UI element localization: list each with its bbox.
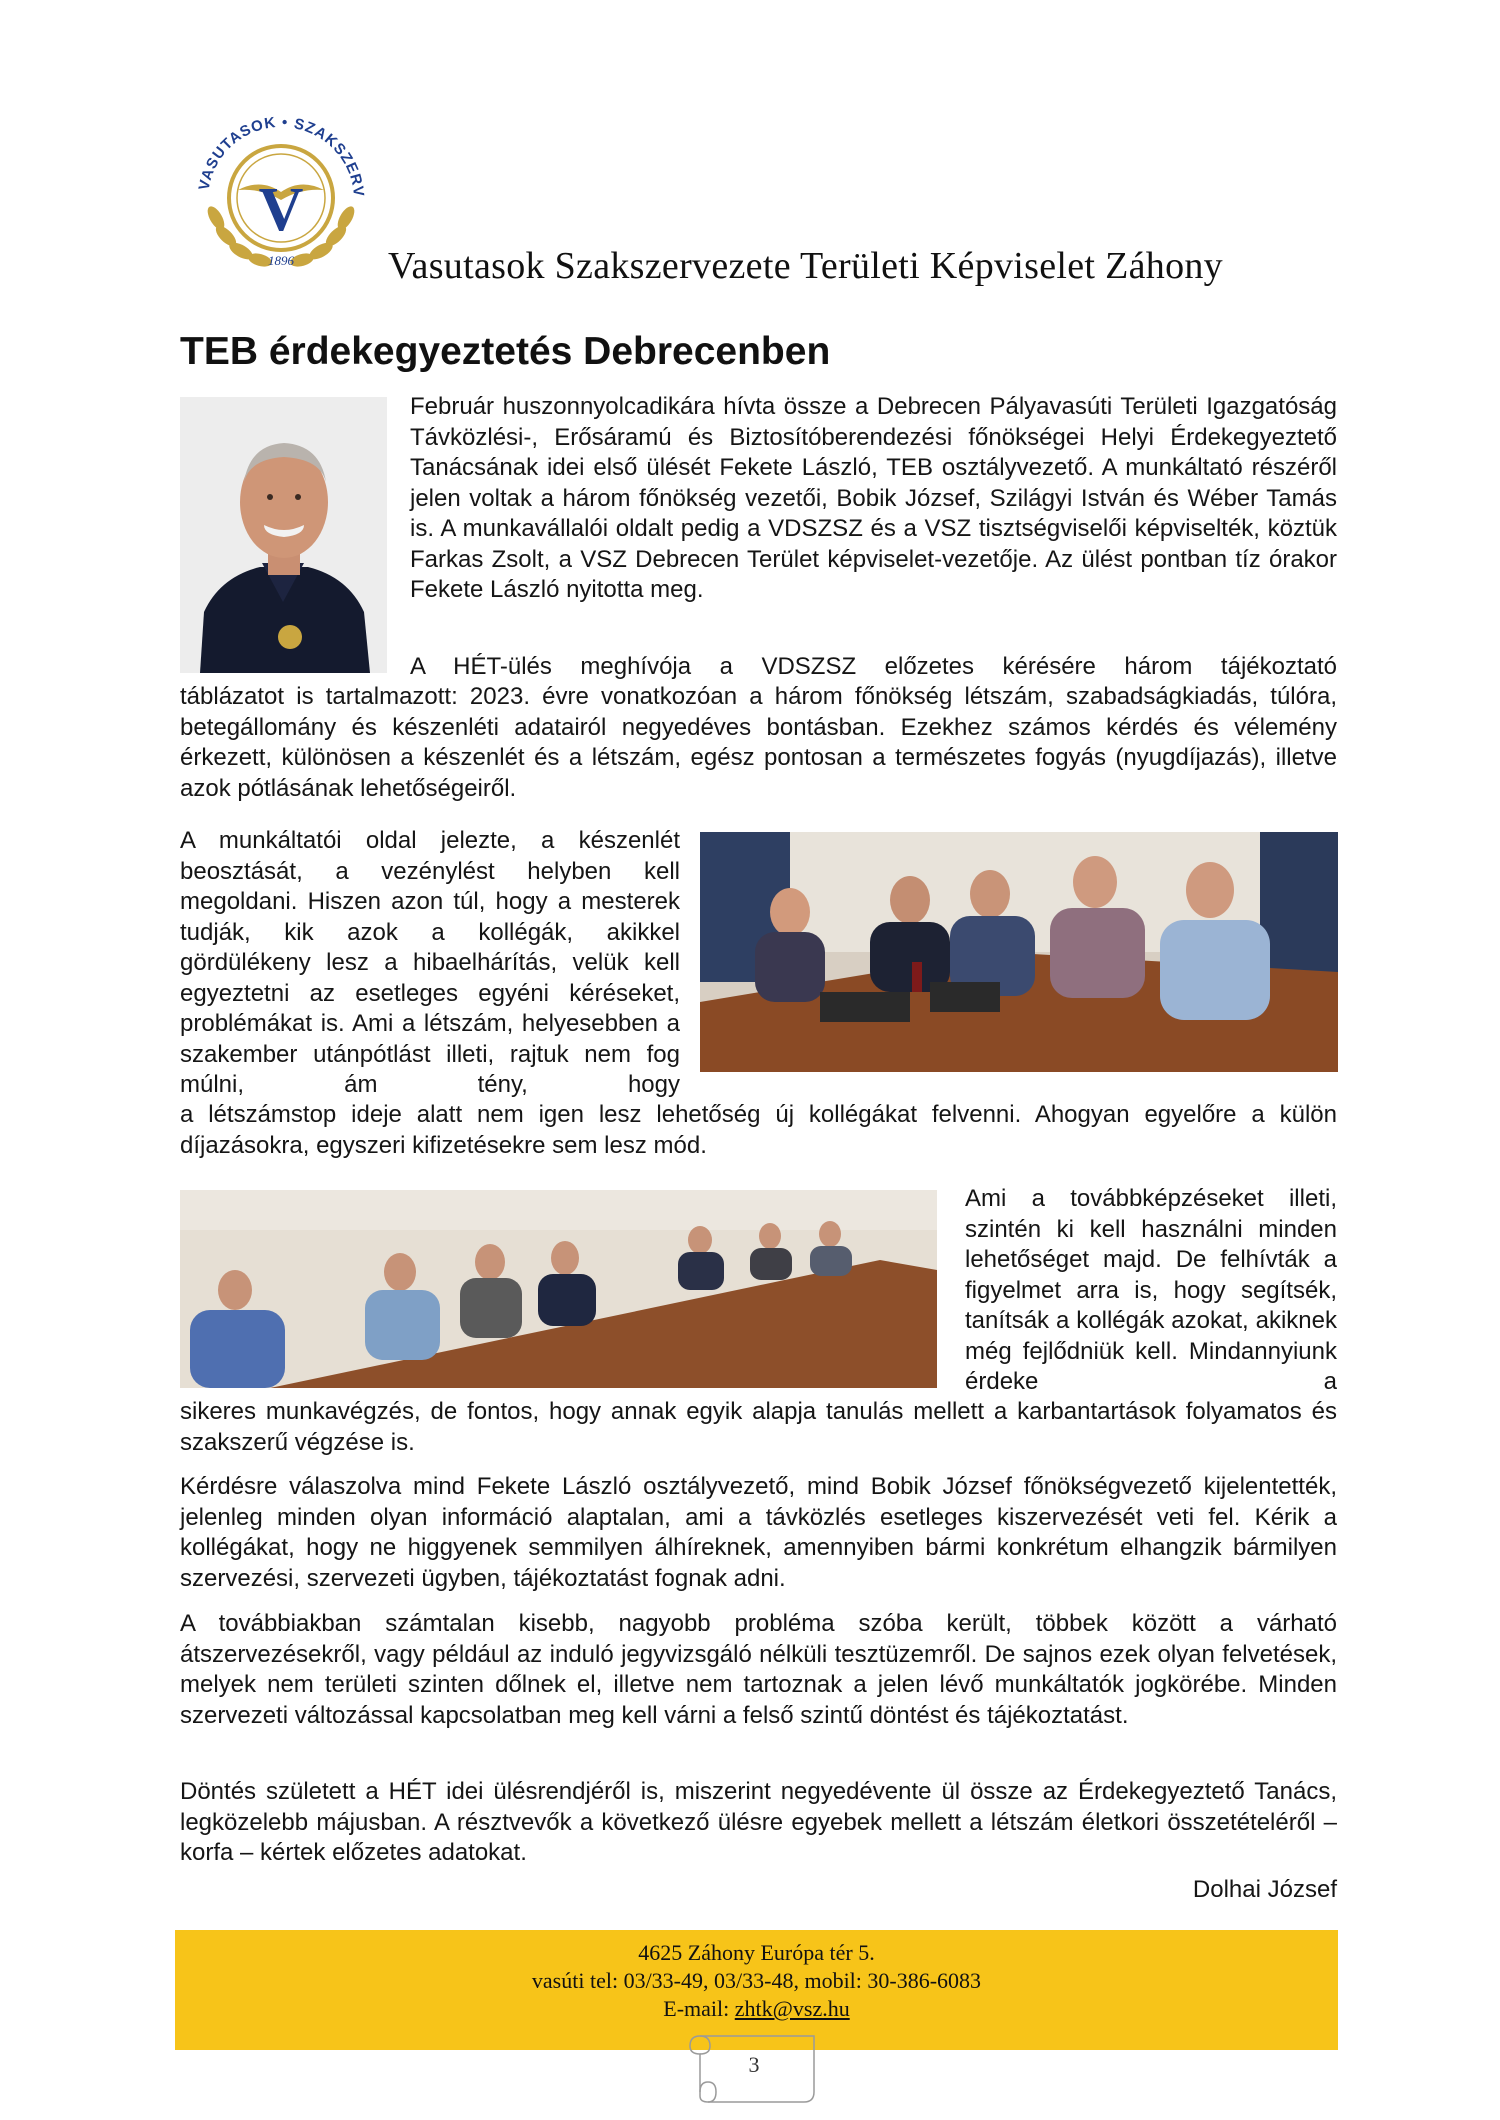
footer-phones: vasúti tel: 03/33-49, 03/33-48, mobil: 30-386-6083 bbox=[531, 1968, 982, 1993]
paragraph-1: Február huszonnyolcadikára hívta össze a Debrecen Pályavasúti Területi Igazgatóság Távközlési-, Erősáramú és Biztosítóberendezési főnökségei Helyi Érdekegyeztető Tanácsának idei első ülését Fekete László, TEB osztályvezető. A munkáltató részéről jelen voltak a három főnökség vezetői, Bobik József, Szilágyi István és Wéber Tamás is. A munkavállalói oldalt pedig a VDSZSZ és a VSZ tisztségviselői képviselték, köztük Farkas Zsolt, a VSZ Debrecen Terület képviselet-vezetője. Az ülést pontban tíz órakor Fekete László nyitotta meg. bbox=[410, 393, 1337, 603]
svg-text:1896: 1896 bbox=[268, 253, 294, 268]
meeting-photo-2 bbox=[180, 1190, 937, 1388]
paragraph-3-continued: a létszámstop ideje alatt nem igen lesz lehetőség új kollégákat felvenni. Ahogyan egyelőre a külön díjazásokra, egyszeri kifizetésekre sem lesz mód. bbox=[180, 1101, 1337, 1159]
page-number: 3 bbox=[748, 2052, 760, 2077]
paragraph-2: táblázatot is tartalmazott: 2023. évre vonatkozóan a három főnökség létszám, szabadságkiadás, túlóra, betegállomány és készenléti adatairól negyedéves bontásban. Ezekhez számos kérdés és vélemény érkezett, különösen a készenlét és a létszám, egész pontosan a természetes fogyás (nyugdíjazás), illetve azok pótlásának lehetőségeiről. bbox=[180, 683, 1337, 802]
paragraph-3: A munkáltatói oldal jelezte, a készenlét beosztását, a vezénylést helyben kell megoldani. Hiszen azon túl, hogy a mesterek tudják, kik azok a kollégák, akikkel gördülékeny lesz a hibaelhárítás, velük kell egyeztetni az esetleges egyéni kéréseket, problémákat is. Ami a létszám, helyesebben a szakember utánpótlást illeti, rajtuk nem fog múlni, ám tény, hogy bbox=[180, 827, 680, 1098]
paragraph-6: A továbbiakban számtalan kisebb, nagyobb probléma szóba került, többek között a várható átszervezésekről, vagy például az induló jegyvizsgáló nélküli tesztüzemről. De sajnos ezek olyan felvetések, melyek nem területi szinten dőlnek el, illetve nem tartoznak a jelen lévő munkáltatók jogkörébe. Minden szervezeti változással kapcsolatban meg kell várni a felső szintű döntést és tájékoztatást. bbox=[180, 1610, 1337, 1729]
union-logo bbox=[186, 108, 376, 278]
paragraph-5: Kérdésre válaszolva mind Fekete László osztályvezető, mind Bobik József főnökségvezető kijelentették, jelenleg minden olyan információ alaptalan, ami a távközlés esetleges kiszervezését veti fel. Kérik a kollégákat, hogy ne higgyenek semmilyen álhíreknek, amennyiben bármi konkrétum elhangzik bármilyen szervezési, szervezeti ügyben, tájékoztatást fognak adni. bbox=[180, 1473, 1337, 1592]
footer-email-line bbox=[175, 1996, 1338, 2022]
footer-email-link[interactable]: zhtk@vsz.hu bbox=[734, 1996, 850, 2021]
organization-title: Vasutasok Szakszervezete Területi Képviselet Záhony bbox=[388, 245, 1223, 287]
svg-text:VASUTASOK • SZAKSZERVEZETE: VASUTASOK • SZAKSZERV bbox=[195, 113, 368, 199]
paragraph-2-first-line: A HÉT-ülés meghívója a VDSZSZ előzetes kérésére három tájékoztató bbox=[410, 653, 1337, 680]
meeting-photo-1 bbox=[700, 832, 1338, 1072]
footer-address: 4625 Záhony Európa tér 5. bbox=[638, 1940, 875, 1965]
footer-email-label: E-mail: bbox=[663, 1996, 735, 2021]
page-number-scroll bbox=[686, 2030, 822, 2106]
article-headline: TEB érdekegyeztetés Debrecenben bbox=[180, 330, 831, 373]
article-author: Dolhai József bbox=[1192, 1876, 1337, 1903]
svg-text:V: V bbox=[258, 176, 304, 244]
paragraph-4-continued: sikeres munkavégzés, de fontos, hogy annak egyik alapja tanulás mellett a karbantartások folyamatos és szakszerű végzése is. bbox=[180, 1398, 1337, 1456]
portrait-photo bbox=[180, 397, 387, 673]
paragraph-4: Ami a továbbképzéseket illeti, szintén ki kell használni minden lehetőséget majd. De felhívták a figyelmet arra is, hogy segítsék, tanítsák a kollégák azokat, akiknek még fejlődniük kell. Mindannyiunk érdeke a bbox=[965, 1185, 1337, 1395]
paragraph-7: Döntés született a HÉT idei ülésrendjéről is, miszerint negyedévente ül össze az Érdekegyeztető Tanács, legközelebb májusban. A résztvevők a következő ülésre egyebek mellett a létszám életkori összetételéről – korfa – kértek előzetes adatokat. bbox=[180, 1778, 1337, 1866]
